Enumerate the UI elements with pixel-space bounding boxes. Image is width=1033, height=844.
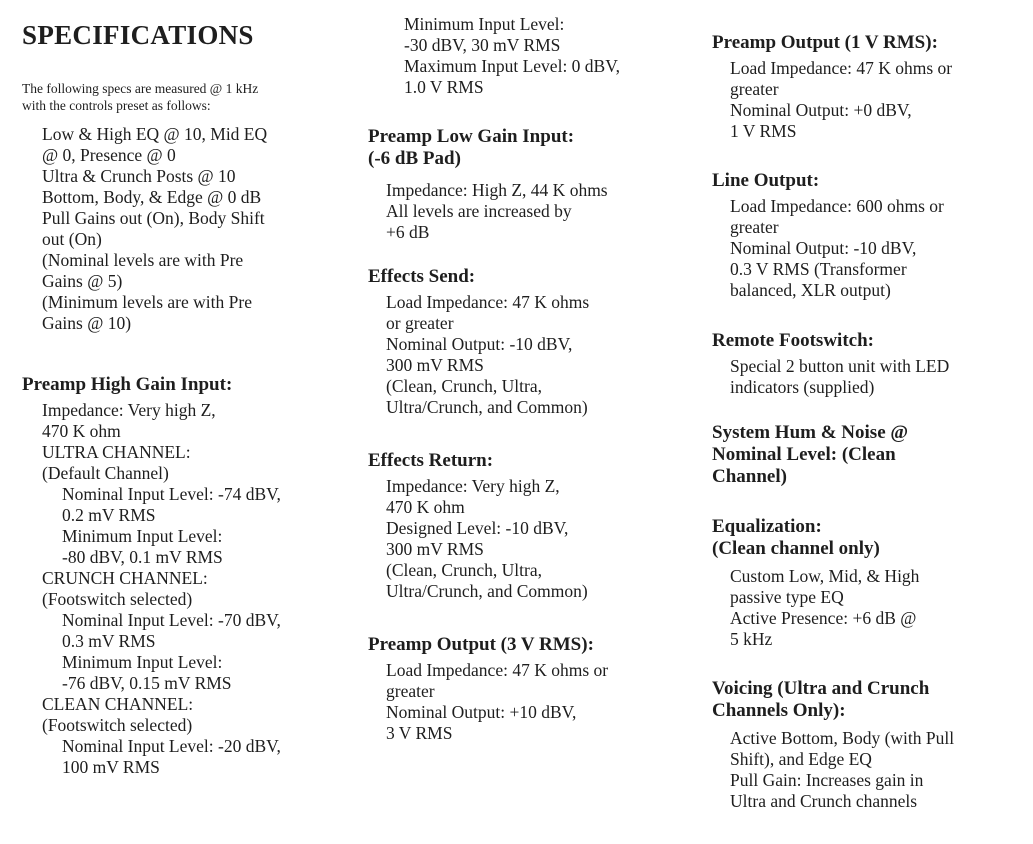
section-body-effects-return [386,476,588,602]
spec-line: Special 2 button unit with LED [730,356,950,376]
channel-heading-clean: CLEAN CHANNEL: [42,694,194,714]
spec-line: passive type EQ [730,587,844,607]
section-body-effects-send [386,292,589,418]
preset-line: Gains @ 5) [42,271,123,291]
section-title-remote-footswitch: Remote Footswitch: [712,330,874,351]
title-line: (-6 dB Pad) [368,148,461,169]
title-line: Channel) [712,466,787,487]
section-title-voicing [712,678,929,722]
preset-line: Pull Gains out (On), Body Shift [42,208,265,228]
preset-line: Gains @ 10) [42,313,132,333]
spec-line: Load Impedance: 47 K ohms or [386,660,609,680]
section-body-low-gain-input [386,180,608,243]
preset-line: out (On) [42,229,102,249]
section-body-high-gain-input [42,400,281,778]
spec-line: Nominal Input Level: -70 dBV, [62,610,281,630]
spec-line: Load Impedance: 47 K ohms or [730,58,953,78]
spec-line: Minimum Input Level: [62,526,223,546]
spec-line: -30 dBV, 30 mV RMS [404,35,561,55]
spec-line: 470 K ohm [42,421,121,441]
title-line: Equalization: [712,516,822,537]
title-line: Voicing (Ultra and Crunch [712,678,930,699]
spec-line: +6 dB [386,222,430,242]
section-title-equalization [712,516,880,560]
title-line: Nominal Level: (Clean [712,444,896,465]
preset-line: Low & High EQ @ 10, Mid EQ [42,124,268,144]
section-title-effects-return: Effects Return: [368,450,494,471]
spec-line: Designed Level: -10 dBV, [386,518,569,538]
spec-line: Impedance: Very high Z, [386,476,560,496]
channel-heading-crunch: CRUNCH CHANNEL: [42,568,208,588]
section-title-line-output: Line Output: [712,170,820,191]
section-body-voicing [730,728,954,812]
spec-line: 0.2 mV RMS [62,505,156,525]
spec-line: Impedance: Very high Z, [42,400,216,420]
spec-line: (Clean, Crunch, Ultra, [386,376,542,396]
section-title-hum-noise [712,422,908,488]
title-line: (Clean channel only) [712,538,880,559]
spec-line: (Footswitch selected) [42,715,193,735]
spec-line: Pull Gain: Increases gain in [730,770,924,790]
section-title-low-gain-input [368,126,574,170]
spec-line: Ultra/Crunch, and Common) [386,397,588,417]
page-title: SPECIFICATIONS [22,20,254,50]
spec-line: 0.3 V RMS (Transformer [730,259,907,279]
spec-line: Shift), and Edge EQ [730,749,872,769]
spec-line: (Default Channel) [42,463,169,483]
spec-line: Load Impedance: 600 ohms or [730,196,944,216]
section-title-high-gain-input: Preamp High Gain Input: [22,374,233,395]
spec-line: Active Bottom, Body (with Pull [730,728,955,748]
spec-line: balanced, XLR output) [730,280,891,300]
spec-line: 0.3 mV RMS [62,631,156,651]
spec-line: Minimum Input Level: [62,652,223,672]
spec-line: 100 mV RMS [62,757,160,777]
preset-conditions [42,124,267,334]
intro-line: The following specs are measured @ 1 kHz [22,81,259,96]
preset-line: (Minimum levels are with Pre [42,292,252,312]
section-body-remote-footswitch [730,356,949,398]
spec-line: Nominal Output: +10 dBV, [386,702,577,722]
spec-line: or greater [386,313,454,333]
intro-line: with the controls preset as follows: [22,98,211,113]
preset-line: (Nominal levels are with Pre [42,250,244,270]
spec-line: 3 V RMS [386,723,453,743]
spec-line: 1 V RMS [730,121,797,141]
title-line: Preamp Low Gain Input: [368,126,575,147]
section-title-preamp-output-3v: Preamp Output (3 V RMS): [368,634,594,655]
spec-line: Nominal Input Level: -20 dBV, [62,736,281,756]
spec-line: Minimum Input Level: [404,14,565,34]
preset-line: Bottom, Body, & Edge @ 0 dB [42,187,262,207]
spec-line: -80 dBV, 0.1 mV RMS [62,547,223,567]
spec-line: Nominal Input Level: -74 dBV, [62,484,281,504]
spec-line: Impedance: High Z, 44 K ohms [386,180,608,200]
spec-line: Load Impedance: 47 K ohms [386,292,590,312]
section-body-equalization [730,566,919,650]
spec-line: (Footswitch selected) [42,589,193,609]
spec-line: 5 kHz [730,629,773,649]
spec-line: Custom Low, Mid, & High [730,566,920,586]
section-body-preamp-output-3v [386,660,608,744]
spec-line: greater [386,681,435,701]
preset-line: Ultra & Crunch Posts @ 10 [42,166,236,186]
spec-line: Ultra/Crunch, and Common) [386,581,588,601]
spec-line: -76 dBV, 0.15 mV RMS [62,673,232,693]
section-body-preamp-output-1v [730,58,952,142]
spec-line: greater [730,217,779,237]
title-line: Channels Only): [712,700,846,721]
spec-line: (Clean, Crunch, Ultra, [386,560,542,580]
spec-line: greater [730,79,779,99]
channel-heading-ultra: ULTRA CHANNEL: [42,442,191,462]
spec-line: Active Presence: +6 dB @ [730,608,917,628]
spec-line: indicators (supplied) [730,377,875,397]
spec-line: 300 mV RMS [386,355,484,375]
section-title-preamp-output-1v: Preamp Output (1 V RMS): [712,32,938,53]
spec-line: Maximum Input Level: 0 dBV, [404,56,620,76]
spec-line: Nominal Output: -10 dBV, [386,334,573,354]
title-line: System Hum & Noise @ [712,422,909,443]
preset-line: @ 0, Presence @ 0 [42,145,176,165]
spec-line: Ultra and Crunch channels [730,791,918,811]
spec-line: 470 K ohm [386,497,465,517]
spec-line: 300 mV RMS [386,539,484,559]
spec-line: 1.0 V RMS [404,77,484,97]
section-body-line-output [730,196,944,301]
section-title-effects-send: Effects Send: [368,266,476,287]
spec-line: Nominal Output: +0 dBV, [730,100,912,120]
intro-text [22,80,352,114]
spec-line: Nominal Output: -10 dBV, [730,238,917,258]
spec-line: All levels are increased by [386,201,572,221]
section-body-high-gain-continued [404,14,620,98]
